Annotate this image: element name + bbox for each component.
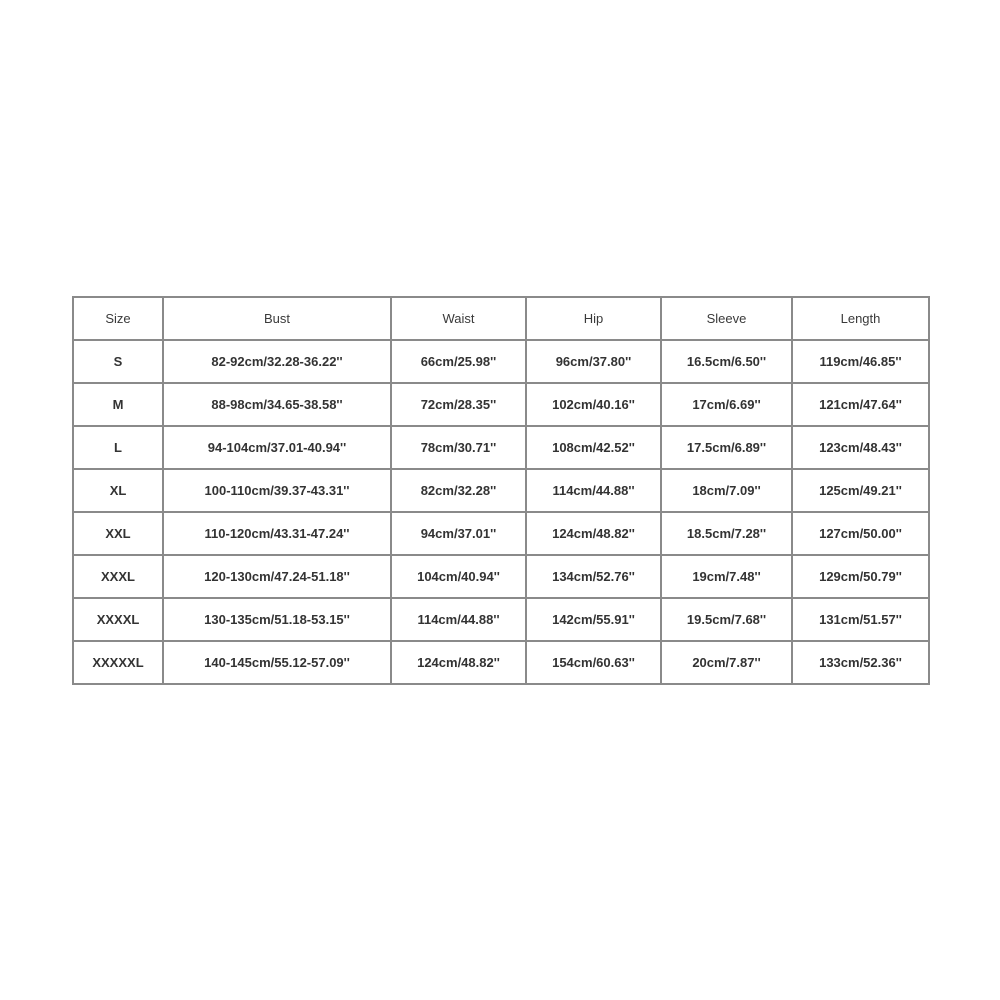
- cell-size: XL: [73, 469, 163, 512]
- cell-waist: 72cm/28.35'': [391, 383, 526, 426]
- cell-waist: 104cm/40.94'': [391, 555, 526, 598]
- cell-hip: 96cm/37.80'': [526, 340, 661, 383]
- cell-waist: 94cm/37.01'': [391, 512, 526, 555]
- size-chart-table: [72, 296, 930, 685]
- cell-length: 125cm/49.21'': [792, 469, 929, 512]
- cell-bust: 82-92cm/32.28-36.22'': [163, 340, 391, 383]
- cell-size: XXXXXL: [73, 641, 163, 684]
- header-waist: Waist: [391, 297, 526, 340]
- cell-bust: 120-130cm/47.24-51.18'': [163, 555, 391, 598]
- cell-sleeve: 16.5cm/6.50'': [661, 340, 792, 383]
- cell-sleeve: 17.5cm/6.89'': [661, 426, 792, 469]
- cell-size: XXXXL: [73, 598, 163, 641]
- cell-size: XXXL: [73, 555, 163, 598]
- header-sleeve: Sleeve: [661, 297, 792, 340]
- cell-sleeve: 19cm/7.48'': [661, 555, 792, 598]
- table-row: [73, 512, 929, 555]
- cell-sleeve: 18cm/7.09'': [661, 469, 792, 512]
- cell-sleeve: 17cm/6.69'': [661, 383, 792, 426]
- cell-size: L: [73, 426, 163, 469]
- cell-waist: 78cm/30.71'': [391, 426, 526, 469]
- cell-length: 133cm/52.36'': [792, 641, 929, 684]
- cell-size: XXL: [73, 512, 163, 555]
- cell-size: S: [73, 340, 163, 383]
- cell-sleeve: 18.5cm/7.28'': [661, 512, 792, 555]
- cell-waist: 114cm/44.88'': [391, 598, 526, 641]
- cell-length: 121cm/47.64'': [792, 383, 929, 426]
- cell-sleeve: 20cm/7.87'': [661, 641, 792, 684]
- cell-length: 119cm/46.85'': [792, 340, 929, 383]
- cell-bust: 94-104cm/37.01-40.94'': [163, 426, 391, 469]
- table-header-row: [73, 297, 929, 340]
- cell-bust: 110-120cm/43.31-47.24'': [163, 512, 391, 555]
- cell-hip: 102cm/40.16'': [526, 383, 661, 426]
- table-row: [73, 469, 929, 512]
- cell-hip: 108cm/42.52'': [526, 426, 661, 469]
- cell-length: 123cm/48.43'': [792, 426, 929, 469]
- cell-bust: 88-98cm/34.65-38.58'': [163, 383, 391, 426]
- cell-bust: 100-110cm/39.37-43.31'': [163, 469, 391, 512]
- table-row: [73, 598, 929, 641]
- cell-hip: 134cm/52.76'': [526, 555, 661, 598]
- cell-length: 131cm/51.57'': [792, 598, 929, 641]
- cell-bust: 130-135cm/51.18-53.15'': [163, 598, 391, 641]
- table-row: [73, 340, 929, 383]
- header-bust: Bust: [163, 297, 391, 340]
- cell-hip: 142cm/55.91'': [526, 598, 661, 641]
- cell-length: 127cm/50.00'': [792, 512, 929, 555]
- cell-waist: 82cm/32.28'': [391, 469, 526, 512]
- cell-length: 129cm/50.79'': [792, 555, 929, 598]
- table-row: [73, 555, 929, 598]
- cell-hip: 154cm/60.63'': [526, 641, 661, 684]
- table-row: [73, 383, 929, 426]
- cell-waist: 124cm/48.82'': [391, 641, 526, 684]
- header-length: Length: [792, 297, 929, 340]
- cell-hip: 124cm/48.82'': [526, 512, 661, 555]
- cell-bust: 140-145cm/55.12-57.09'': [163, 641, 391, 684]
- header-size: Size: [73, 297, 163, 340]
- table-row: [73, 641, 929, 684]
- table-row: [73, 426, 929, 469]
- cell-size: M: [73, 383, 163, 426]
- cell-waist: 66cm/25.98'': [391, 340, 526, 383]
- cell-hip: 114cm/44.88'': [526, 469, 661, 512]
- cell-sleeve: 19.5cm/7.68'': [661, 598, 792, 641]
- header-hip: Hip: [526, 297, 661, 340]
